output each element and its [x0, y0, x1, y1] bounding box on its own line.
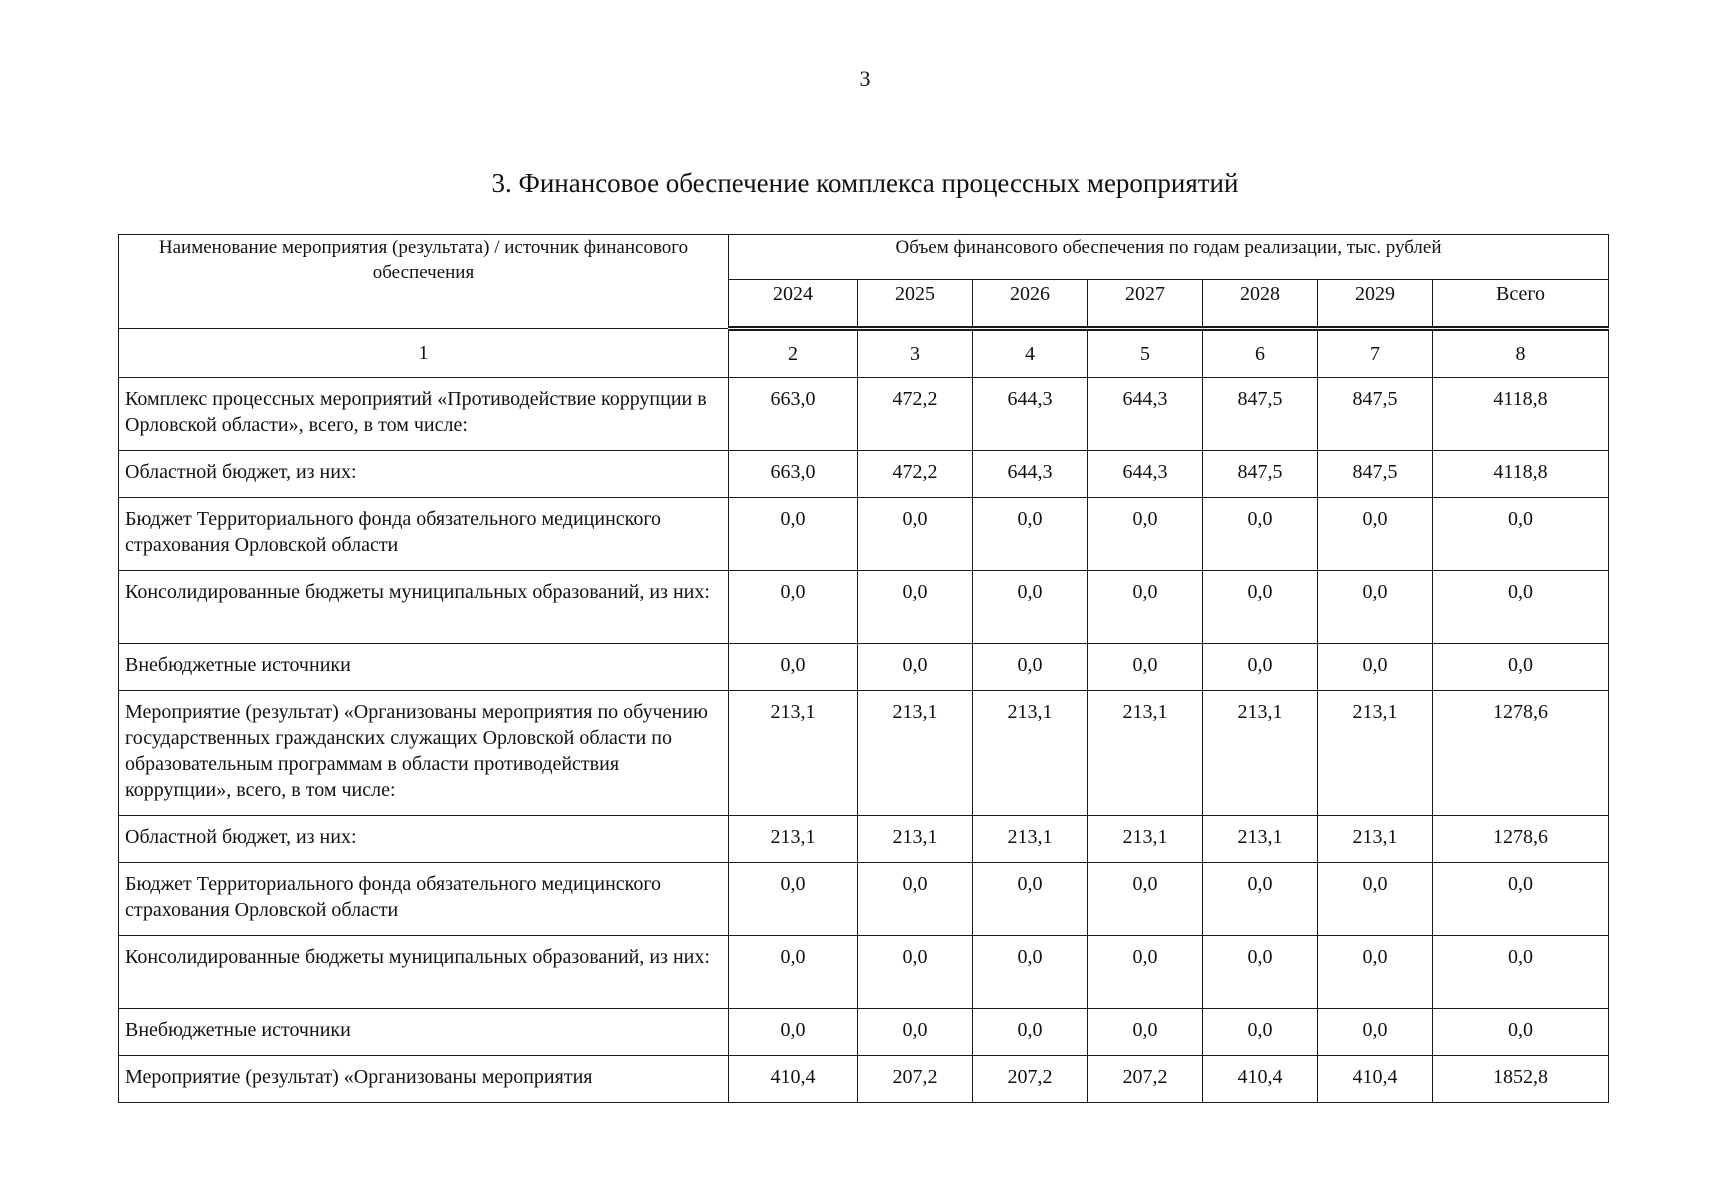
row-value: 472,2 — [858, 378, 973, 451]
column-number: 5 — [1088, 329, 1203, 378]
row-value: 0,0 — [1318, 1009, 1433, 1056]
table-row — [119, 378, 1609, 451]
row-name: Областной бюджет, из них: — [119, 816, 729, 863]
table-row — [119, 1056, 1609, 1103]
row-total: 1278,6 — [1433, 691, 1609, 816]
row-value: 0,0 — [858, 644, 973, 691]
row-total: 0,0 — [1433, 571, 1609, 644]
document-title: 3. Финансовое обеспечение комплекса процессных мероприятий — [491, 168, 1239, 198]
row-name: Внебюджетные источники — [119, 644, 729, 691]
row-total: 4118,8 — [1433, 451, 1609, 498]
column-number: 3 — [858, 329, 973, 378]
row-value: 0,0 — [858, 936, 973, 1009]
row-value: 0,0 — [1203, 863, 1318, 936]
row-value: 0,0 — [858, 1009, 973, 1056]
row-value: 0,0 — [973, 644, 1088, 691]
row-value: 213,1 — [729, 816, 858, 863]
row-name: Бюджет Территориального фонда обязательного медицинского страхования Орловской области — [119, 498, 729, 571]
row-name: Мероприятие (результат) «Организованы мероприятия — [119, 1056, 729, 1103]
row-value: 644,3 — [1088, 378, 1203, 451]
row-total: 1278,6 — [1433, 816, 1609, 863]
row-value: 663,0 — [729, 378, 858, 451]
column-number: 2 — [729, 329, 858, 378]
row-value: 410,4 — [729, 1056, 858, 1103]
header-year-cell: 2026 — [973, 280, 1088, 329]
row-value: 0,0 — [973, 863, 1088, 936]
table-row — [119, 498, 1609, 571]
row-value: 0,0 — [1203, 644, 1318, 691]
row-value: 0,0 — [858, 571, 973, 644]
row-value: 0,0 — [729, 571, 858, 644]
financial-table — [118, 234, 1609, 1103]
row-value: 0,0 — [1088, 571, 1203, 644]
row-value: 213,1 — [1088, 691, 1203, 816]
table-row — [119, 1009, 1609, 1056]
header-year-cell: 2029 — [1318, 280, 1433, 329]
header-total-cell: Всего — [1433, 280, 1609, 329]
row-value: 644,3 — [973, 451, 1088, 498]
row-value: 644,3 — [1088, 451, 1203, 498]
row-value: 0,0 — [1318, 498, 1433, 571]
row-value: 0,0 — [1318, 936, 1433, 1009]
row-value: 663,0 — [729, 451, 858, 498]
row-total: 4118,8 — [1433, 378, 1609, 451]
row-value: 0,0 — [729, 498, 858, 571]
row-name: Внебюджетные источники — [119, 1009, 729, 1056]
column-number: 8 — [1433, 329, 1609, 378]
row-value: 207,2 — [973, 1056, 1088, 1103]
row-value: 410,4 — [1318, 1056, 1433, 1103]
row-name: Бюджет Территориального фонда обязательного медицинского страхования Орловской области — [119, 863, 729, 936]
row-total: 1852,8 — [1433, 1056, 1609, 1103]
row-total: 0,0 — [1433, 936, 1609, 1009]
row-value: 0,0 — [858, 498, 973, 571]
table-row — [119, 936, 1609, 1009]
column-number-row — [119, 329, 1609, 378]
row-total: 0,0 — [1433, 1009, 1609, 1056]
table-row — [119, 644, 1609, 691]
row-value: 0,0 — [1088, 1009, 1203, 1056]
row-value: 213,1 — [729, 691, 858, 816]
column-number: 7 — [1318, 329, 1433, 378]
row-value: 207,2 — [1088, 1056, 1203, 1103]
table-row — [119, 691, 1609, 816]
table-row — [119, 863, 1609, 936]
row-value: 213,1 — [1318, 816, 1433, 863]
row-value: 213,1 — [973, 816, 1088, 863]
header-year-cell: 2025 — [858, 280, 973, 329]
row-value: 644,3 — [973, 378, 1088, 451]
column-number: 6 — [1203, 329, 1318, 378]
row-name: Комплекс процессных мероприятий «Противодействие коррупции в Орловской области», всего, в том числе: — [119, 378, 729, 451]
row-value: 213,1 — [973, 691, 1088, 816]
row-value: 847,5 — [1203, 451, 1318, 498]
row-value: 0,0 — [1088, 498, 1203, 571]
row-value: 0,0 — [1318, 644, 1433, 691]
header-year-cell: 2028 — [1203, 280, 1318, 329]
row-value: 0,0 — [973, 498, 1088, 571]
row-value: 213,1 — [1318, 691, 1433, 816]
table-row — [119, 816, 1609, 863]
row-value: 213,1 — [1203, 691, 1318, 816]
header-name-cell: Наименование мероприятия (результата) / источник финансового обеспечения — [119, 235, 729, 329]
page-number: 3 — [859, 66, 871, 91]
row-value: 0,0 — [729, 644, 858, 691]
row-value: 207,2 — [858, 1056, 973, 1103]
table-row — [119, 571, 1609, 644]
column-number: 4 — [973, 329, 1088, 378]
row-value: 0,0 — [973, 1009, 1088, 1056]
row-value: 213,1 — [858, 691, 973, 816]
row-value: 0,0 — [1088, 863, 1203, 936]
row-value: 0,0 — [729, 863, 858, 936]
header-year-cell: 2027 — [1088, 280, 1203, 329]
row-name: Консолидированные бюджеты муниципальных образований, из них: — [119, 936, 729, 1009]
row-value: 213,1 — [1203, 816, 1318, 863]
row-value: 0,0 — [973, 571, 1088, 644]
row-value: 472,2 — [858, 451, 973, 498]
table-row — [119, 451, 1609, 498]
row-name: Областной бюджет, из них: — [119, 451, 729, 498]
row-value: 410,4 — [1203, 1056, 1318, 1103]
row-value: 847,5 — [1318, 378, 1433, 451]
row-value: 0,0 — [1203, 1009, 1318, 1056]
row-name: Консолидированные бюджеты муниципальных образований, из них: — [119, 571, 729, 644]
row-total: 0,0 — [1433, 863, 1609, 936]
row-total: 0,0 — [1433, 644, 1609, 691]
row-value: 0,0 — [1203, 936, 1318, 1009]
row-value: 0,0 — [1203, 571, 1318, 644]
row-value: 0,0 — [1318, 863, 1433, 936]
row-name: Мероприятие (результат) «Организованы мероприятия по обучению государственных гражданских служащих Орловской области по образовательным программам в области противодействия коррупции», всего, в том числе: — [119, 691, 729, 816]
header-year-cell: 2024 — [729, 280, 858, 329]
row-value: 0,0 — [973, 936, 1088, 1009]
header-volume-cell: Объем финансового обеспечения по годам реализации, тыс. рублей — [729, 235, 1609, 280]
row-total: 0,0 — [1433, 498, 1609, 571]
row-value: 0,0 — [1088, 936, 1203, 1009]
row-value: 0,0 — [1203, 498, 1318, 571]
row-value: 0,0 — [858, 863, 973, 936]
row-value: 847,5 — [1203, 378, 1318, 451]
row-value: 0,0 — [1088, 644, 1203, 691]
row-value: 213,1 — [1088, 816, 1203, 863]
row-value: 0,0 — [729, 936, 858, 1009]
row-value: 0,0 — [729, 1009, 858, 1056]
row-value: 847,5 — [1318, 451, 1433, 498]
row-value: 0,0 — [1318, 571, 1433, 644]
row-value: 213,1 — [858, 816, 973, 863]
column-number: 1 — [119, 329, 729, 378]
